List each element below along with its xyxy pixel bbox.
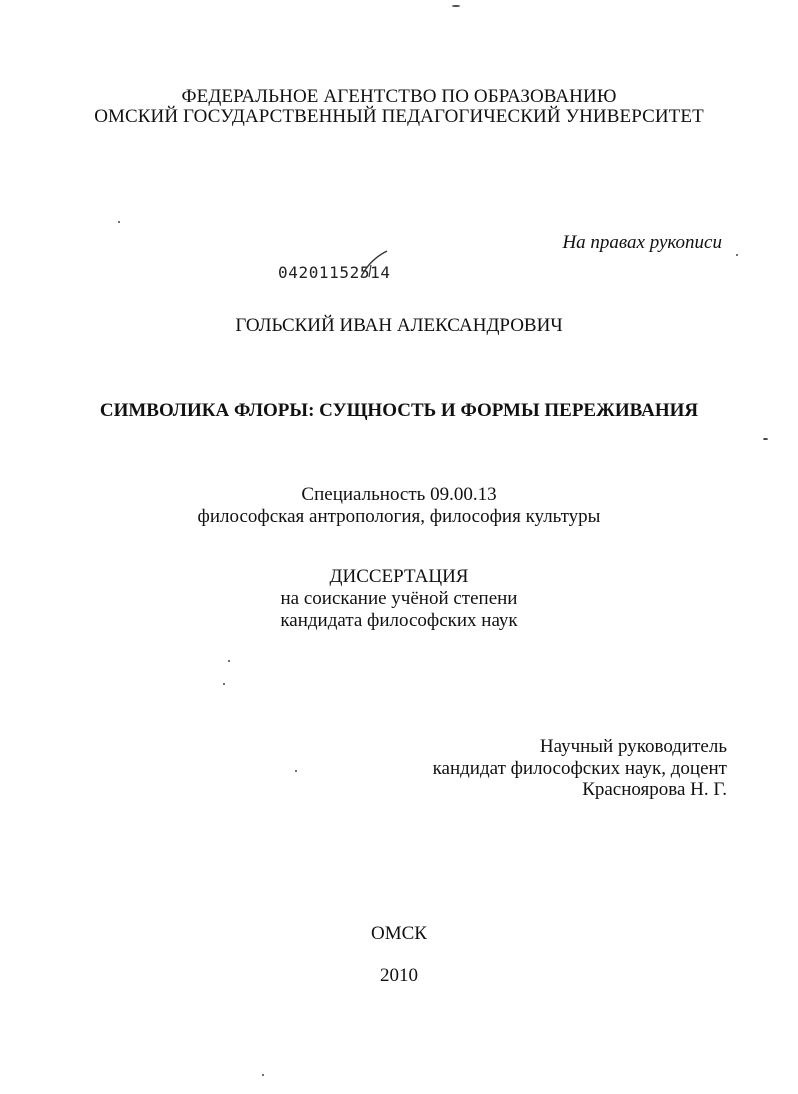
scan-speck xyxy=(295,770,297,772)
scan-speck xyxy=(228,660,230,662)
scan-speck xyxy=(223,683,225,685)
scan-speck xyxy=(118,221,120,223)
advisor-title: кандидат философских наук, доцент xyxy=(432,758,727,779)
specialty-name: философская антропология, философия культуры xyxy=(197,506,601,527)
city: ОМСК xyxy=(371,923,427,944)
degree-line-1: на соискание учёной степени xyxy=(280,588,518,609)
year: 2010 xyxy=(380,965,418,986)
scan-speck xyxy=(452,5,460,7)
university-name: ОМСКИЙ ГОСУДАРСТВЕННЫЙ ПЕДАГОГИЧЕСКИЙ УНИВЕРСИТЕТ xyxy=(94,106,704,127)
scan-speck xyxy=(736,254,738,256)
dissertation-title: СИМВОЛИКА ФЛОРЫ: СУЩНОСТЬ И ФОРМЫ ПЕРЕЖИВАНИЯ xyxy=(99,400,699,421)
author-name: ГОЛЬСКИЙ ИВАН АЛЕКСАНДРОВИЧ xyxy=(235,315,563,336)
degree-line-2: кандидата философских наук xyxy=(280,610,518,631)
scan-speck xyxy=(262,1074,264,1076)
handwritten-mark xyxy=(355,247,395,287)
advisor-role: Научный руководитель xyxy=(539,736,727,757)
advisor-name: Красноярова Н. Г. xyxy=(582,779,727,800)
specialty-code: Специальность 09.00.13 xyxy=(301,484,497,505)
scan-speck xyxy=(763,438,768,440)
rights-note: На правах рукописи xyxy=(562,232,722,253)
degree-heading: ДИССЕРТАЦИЯ xyxy=(329,566,469,587)
agency-name: ФЕДЕРАЛЬНОЕ АГЕНТСТВО ПО ОБРАЗОВАНИЮ xyxy=(181,86,617,107)
registry-stamp: 04201152514 xyxy=(278,263,391,282)
